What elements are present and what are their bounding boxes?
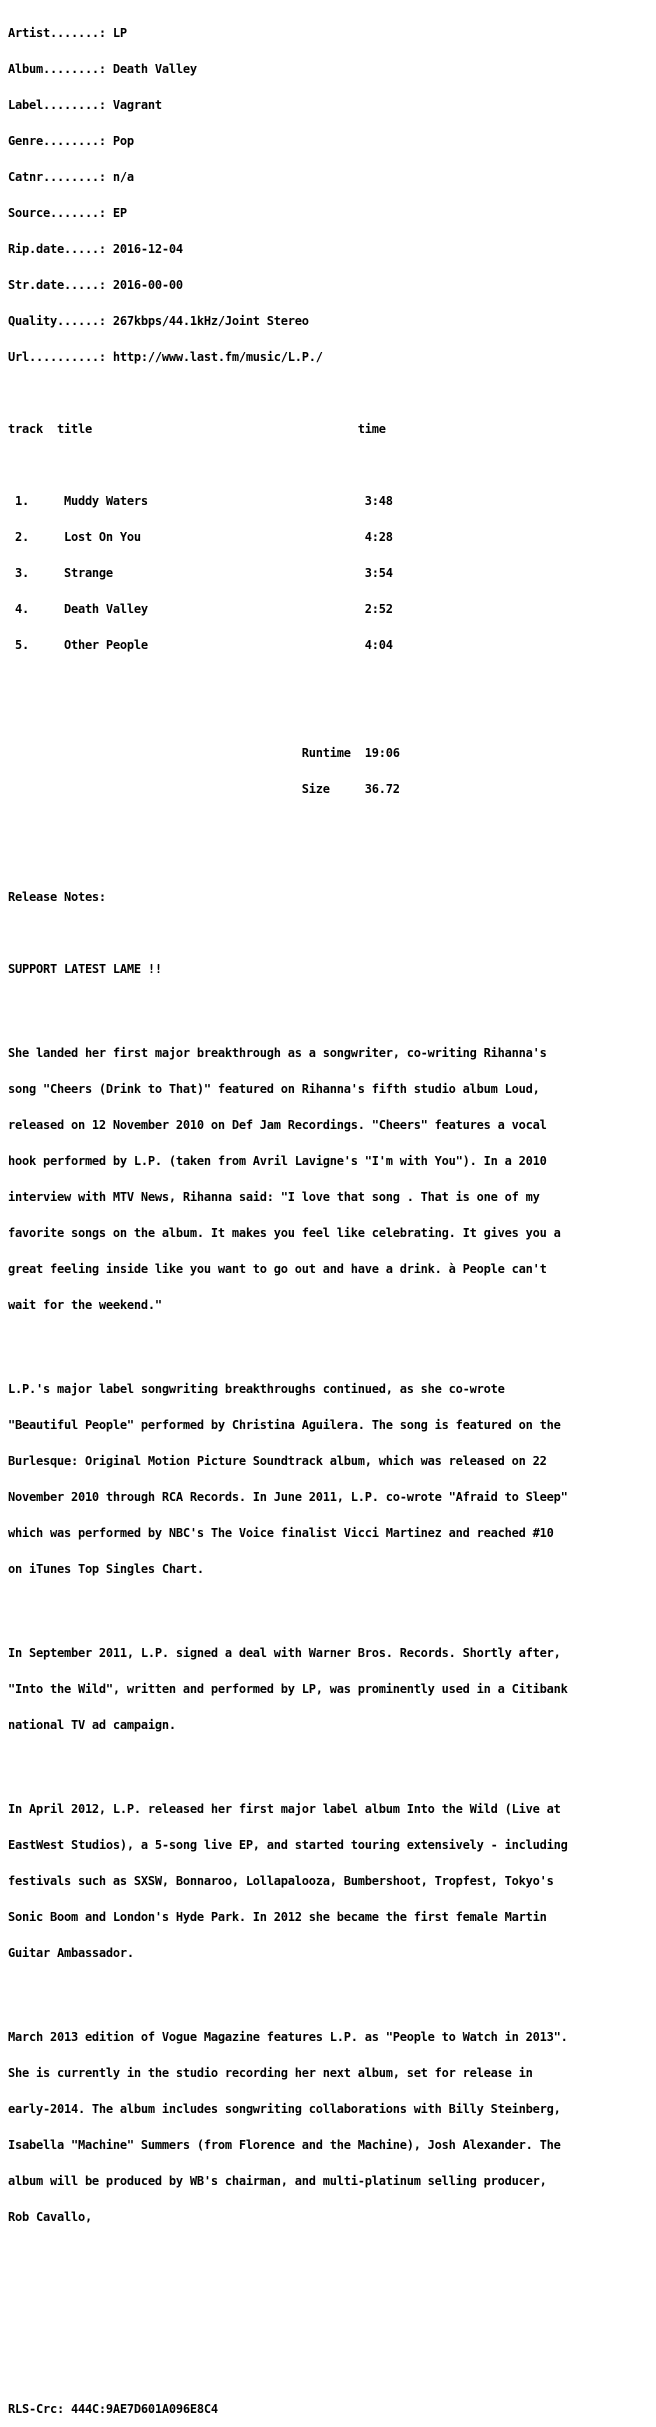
- notes-line: released on 12 November 2010 on Def Jam Recordings. "Cheers" features a vocal: [8, 1118, 547, 1132]
- release-notes-heading: Release Notes:: [8, 890, 106, 904]
- blank-line: [8, 1983, 656, 1995]
- notes-line: hook performed by L.P. (taken from Avril Lavigne's "I'm with You"). In a 2010: [8, 1154, 547, 1168]
- notes-line: Burlesque: Original Motion Picture Soundtrack album, which was released on 22: [8, 1454, 547, 1468]
- rip-date-line: Rip.date.....: 2016-12-04: [8, 242, 183, 256]
- notes-line: She is currently in the studio recording her next album, set for release in: [8, 2066, 533, 2080]
- blank-line: [8, 2355, 656, 2367]
- blank-line: [8, 2247, 656, 2259]
- notes-line: March 2013 edition of Vogue Magazine features L.P. as "People to Watch in 2013".: [8, 2030, 568, 2044]
- notes-line: L.P.'s major label songwriting breakthroughs continued, as she co-wrote: [8, 1382, 505, 1396]
- blank-line: [8, 1599, 656, 1611]
- source-line: Source.......: EP: [8, 206, 127, 220]
- runtime-line: Runtime 19:06: [8, 746, 400, 760]
- notes-line: which was performed by NBC's The Voice finalist Vicci Martinez and reached #10: [8, 1526, 554, 1540]
- notes-line: In September 2011, L.P. signed a deal with Warner Bros. Records. Shortly after,: [8, 1646, 561, 1660]
- notes-line: In April 2012, L.P. released her first major label album Into the Wild (Live at: [8, 1802, 561, 1816]
- blank-line: [8, 819, 656, 831]
- notes-line: EastWest Studios), a 5-song live EP, and started touring extensively - including: [8, 1838, 568, 1852]
- track-row: 3. Strange 3:54: [8, 566, 393, 580]
- rls-crc-line: RLS-Crc: 444C:9AE7D601A096E8C4: [8, 2402, 218, 2416]
- blank-line: [8, 711, 656, 723]
- blank-line: [8, 927, 656, 939]
- track-row: 1. Muddy Waters 3:48: [8, 494, 393, 508]
- artist-line: Artist.......: LP: [8, 26, 127, 40]
- notes-line: She landed her first major breakthrough as a songwriter, co-writing Rihanna's: [8, 1046, 547, 1060]
- notes-line: "Beautiful People" performed by Christina Aguilera. The song is featured on the: [8, 1418, 561, 1432]
- size-line: Size 36.72: [8, 782, 400, 796]
- notes-line: Rob Cavallo,: [8, 2210, 92, 2224]
- notes-line: interview with MTV News, Rihanna said: "I love that song . That is one of my: [8, 1190, 540, 1204]
- blank-line: [8, 2319, 656, 2331]
- notes-line: favorite songs on the album. It makes you feel like celebrating. It gives you a: [8, 1226, 561, 1240]
- blank-line: [8, 1755, 656, 1767]
- genre-line: Genre........: Pop: [8, 134, 134, 148]
- url-line: Url..........: http://www.last.fm/music/L.P./: [8, 350, 323, 364]
- blank-line: [8, 675, 656, 687]
- notes-line: song "Cheers (Drink to That)" featured on Rihanna's fifth studio album Loud,: [8, 1082, 540, 1096]
- blank-line: [8, 459, 656, 471]
- notes-line: national TV ad campaign.: [8, 1718, 176, 1732]
- notes-line: early-2014. The album includes songwriting collaborations with Billy Steinberg,: [8, 2102, 561, 2116]
- notes-line: Isabella "Machine" Summers (from Florence and the Machine), Josh Alexander. The: [8, 2138, 561, 2152]
- str-date-line: Str.date.....: 2016-00-00: [8, 278, 183, 292]
- notes-line: Sonic Boom and London's Hyde Park. In 2012 she became the first female Martin: [8, 1910, 547, 1924]
- track-row: 4. Death Valley 2:52: [8, 602, 393, 616]
- blank-line: [8, 387, 656, 399]
- notes-line: "Into the Wild", written and performed by LP, was prominently used in a Citibank: [8, 1682, 568, 1696]
- notes-line: festivals such as SXSW, Bonnaroo, Lollapalooza, Bumbershoot, Tropfest, Tokyo's: [8, 1874, 554, 1888]
- tracklist-header: track title time: [8, 422, 386, 436]
- notes-line: November 2010 through RCA Records. In June 2011, L.P. co-wrote "Afraid to Sleep": [8, 1490, 568, 1504]
- blank-line: [8, 855, 656, 867]
- notes-line: on iTunes Top Singles Chart.: [8, 1562, 204, 1576]
- blank-line: [8, 1335, 656, 1347]
- blank-line: [8, 999, 656, 1011]
- notes-line: album will be produced by WB's chairman, and multi-platinum selling producer,: [8, 2174, 547, 2188]
- catnr-line: Catnr........: n/a: [8, 170, 134, 184]
- notes-line: wait for the weekend.": [8, 1298, 162, 1312]
- support-line: SUPPORT LATEST LAME !!: [8, 962, 162, 976]
- album-line: Album........: Death Valley: [8, 62, 197, 76]
- track-row: 2. Lost On You 4:28: [8, 530, 393, 544]
- track-row: 5. Other People 4:04: [8, 638, 393, 652]
- label-line: Label........: Vagrant: [8, 98, 162, 112]
- notes-line: great feeling inside like you want to go out and have a drink. à People can't: [8, 1262, 547, 1276]
- notes-line: Guitar Ambassador.: [8, 1946, 134, 1960]
- quality-line: Quality......: 267kbps/44.1kHz/Joint Stereo: [8, 314, 309, 328]
- blank-line: [8, 2283, 656, 2295]
